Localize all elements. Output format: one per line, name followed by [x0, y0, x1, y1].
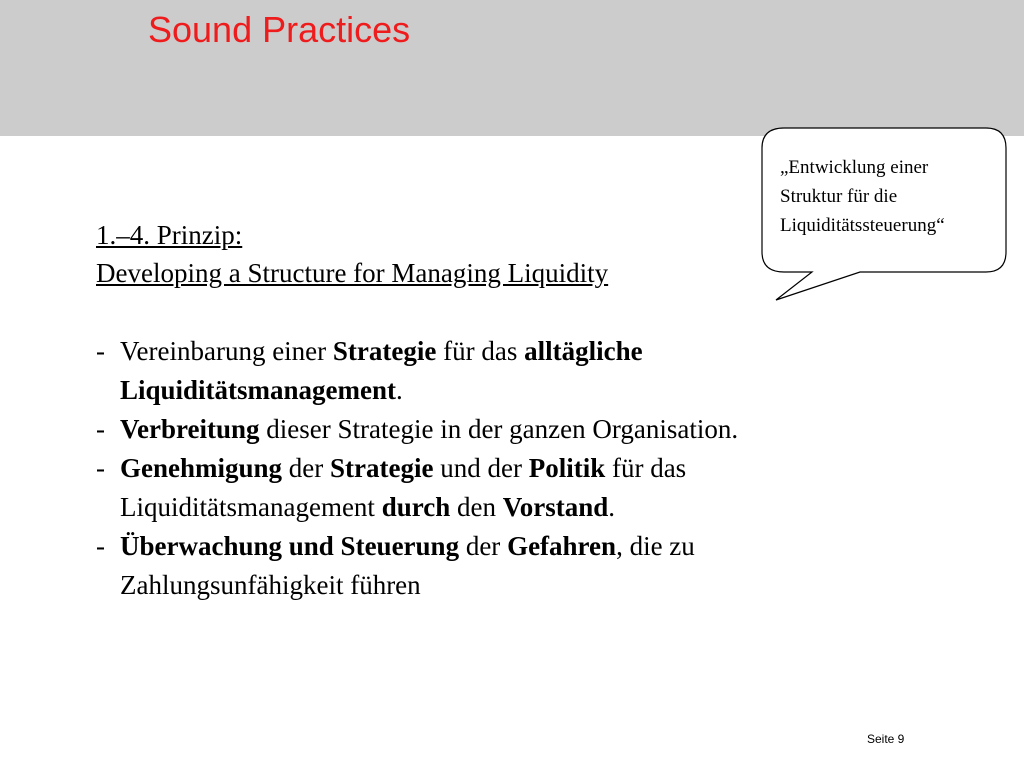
bold-text: Liquiditätsmanagement	[120, 375, 397, 405]
callout-line: „Entwicklung einer	[780, 157, 929, 178]
bullet-item	[96, 527, 926, 605]
bold-text: alltägliche	[524, 336, 643, 366]
page-number: Seite 9	[867, 732, 905, 746]
text-run: Zahlungsunfähigkeit führen	[120, 570, 421, 600]
callout-line: Liquiditätssteuerung“	[780, 215, 945, 236]
bullet-dash: -	[96, 336, 105, 366]
bold-text: Strategie	[332, 336, 437, 366]
text-run: der	[282, 453, 331, 483]
text-run: für das	[436, 336, 525, 366]
callout-line: Struktur für die	[780, 186, 898, 207]
text-run: Vereinbarung einer	[120, 336, 333, 366]
principle-subtitle: Developing a Structure for Managing Liquidity	[96, 258, 609, 288]
text-run: für das	[605, 453, 687, 483]
bullet-line	[120, 488, 926, 527]
text-run: dieser Strategie in der ganzen Organisation.	[259, 414, 739, 444]
bold-text: Genehmigung	[120, 453, 283, 483]
principle-number: 1.–4. Prinzip:	[96, 220, 243, 250]
bullet-line	[120, 410, 926, 449]
text-run: .	[396, 375, 403, 405]
bullet-line	[120, 332, 926, 371]
bold-text: Strategie	[330, 453, 434, 483]
bold-text: Vorstand	[502, 492, 609, 522]
bullet-list	[96, 332, 926, 605]
bold-text: Überwachung und Steuerung	[120, 531, 460, 561]
bullet-dash: -	[96, 414, 105, 444]
bullet-line	[120, 527, 926, 566]
bullet-dash: -	[96, 531, 105, 561]
text-run: der	[459, 531, 508, 561]
text-run: und der	[433, 453, 529, 483]
bold-text: Politik	[528, 453, 606, 483]
bullet-item	[96, 449, 926, 527]
bold-text: Gefahren	[507, 531, 617, 561]
text-run: , die zu	[616, 531, 695, 561]
bullet-line	[120, 449, 926, 488]
bullet-item	[96, 410, 926, 449]
callout-text	[780, 153, 995, 240]
bold-text: Verbreitung	[120, 414, 260, 444]
text-run: Liquiditätsmanagement	[120, 492, 382, 522]
bullet-line	[120, 371, 926, 410]
bullet-line	[120, 566, 926, 605]
bullet-item	[96, 332, 926, 410]
principle-heading	[96, 216, 608, 292]
slide-title: Sound Practices	[148, 9, 411, 50]
bold-text: durch	[381, 492, 451, 522]
text-run: den	[450, 492, 503, 522]
bullet-dash: -	[96, 453, 105, 483]
text-run: .	[608, 492, 615, 522]
